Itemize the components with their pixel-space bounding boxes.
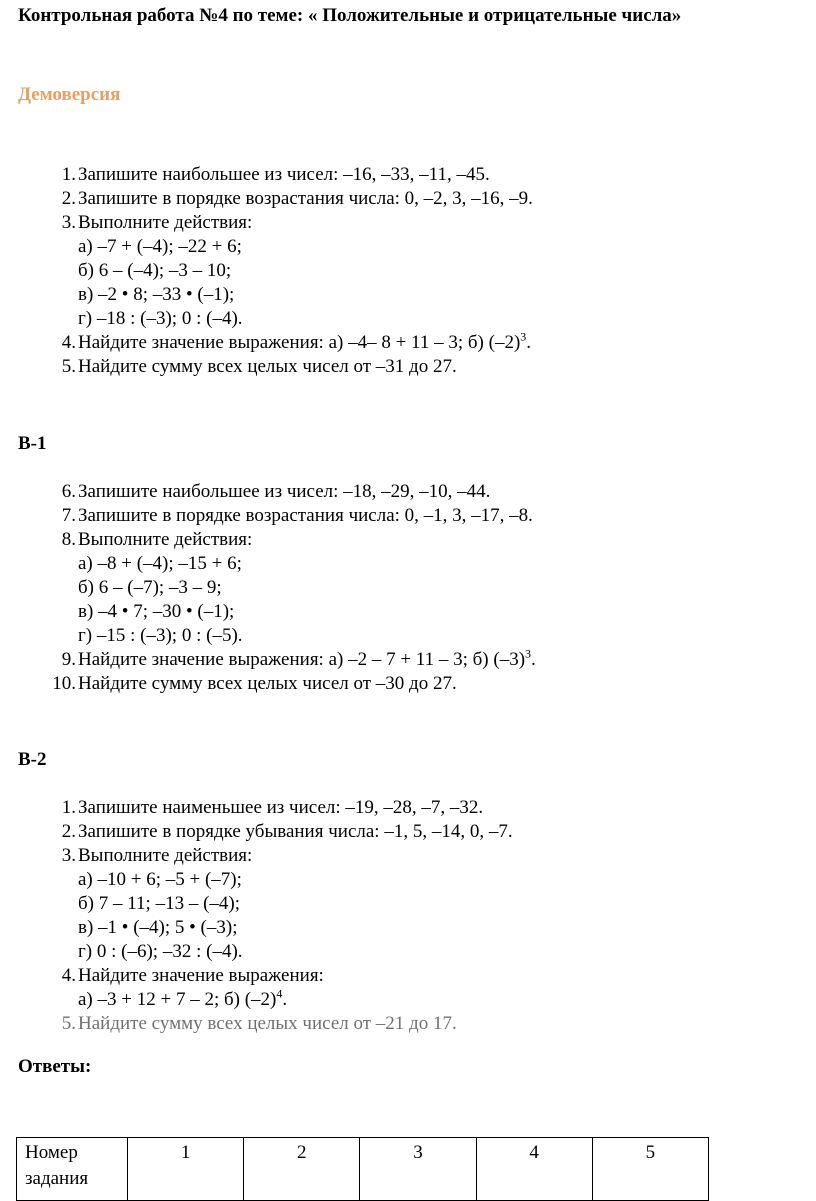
subtask-text: [78, 988, 287, 1012]
variant-2-heading: В-2: [18, 749, 47, 770]
answers-heading: Ответы:: [18, 1056, 92, 1077]
exponent: 3: [525, 646, 532, 661]
exponent: 4: [276, 986, 283, 1001]
subtask-text: б) 6 – (–4); –3 – 10;: [78, 260, 232, 281]
table-cell: 3: [360, 1138, 476, 1201]
item-number: 10.: [52, 673, 76, 694]
subtask-text: в) –2 • 8; –33 • (–1);: [78, 284, 235, 305]
subtask-text: в) –4 • 7; –30 • (–1);: [78, 601, 235, 622]
task-text-main: Найдите значение выражения: а) –2 – 7 + 11 – 3; б) (–3): [78, 649, 526, 670]
subtask-text: г) –15 : (–3); 0 : (–5).: [78, 625, 243, 646]
item-number: 5.: [61, 1013, 76, 1034]
item-number: 1.: [61, 164, 76, 185]
table-row: [17, 1138, 709, 1201]
task-text: Найдите сумму всех целых чисел от –31 до 27.: [78, 356, 457, 377]
list-item: [40, 163, 800, 187]
subtask-text: а) –10 + 6; –5 + (–7);: [78, 869, 242, 890]
header-line: задания: [25, 1168, 89, 1189]
variant-1-heading: В-1: [18, 433, 47, 454]
task-text-end: .: [526, 332, 532, 353]
sub-item: [40, 892, 800, 916]
item-number: 7.: [61, 505, 76, 526]
page-title: Контрольная работа №4 по теме: « Положительные и отрицательные числа»: [18, 5, 682, 26]
variant-1-task-list: [40, 480, 800, 696]
table-cell: 2: [244, 1138, 360, 1201]
table-cell: 5: [592, 1138, 708, 1201]
sub-item: [40, 624, 800, 648]
sub-item: [40, 600, 800, 624]
list-item: [40, 672, 800, 696]
item-number: 3.: [61, 845, 76, 866]
task-text: Выполните действия:: [78, 212, 253, 233]
item-number: 5.: [61, 356, 76, 377]
item-number: 3.: [61, 212, 76, 233]
list-item: [40, 355, 800, 379]
list-item: [40, 211, 800, 235]
sub-item: [40, 235, 800, 259]
answers-table: [16, 1137, 709, 1201]
item-number: 9.: [61, 649, 76, 670]
list-item: [40, 796, 800, 820]
task-text: [78, 331, 531, 355]
task-text: Выполните действия:: [78, 529, 253, 550]
task-text-main: а) –3 + 12 + 7 – 2; б) (–2): [78, 989, 277, 1010]
sub-item: [40, 868, 800, 892]
table-cell: 1: [128, 1138, 244, 1201]
task-text: Найдите значение выражения:: [78, 965, 324, 986]
demo-heading: Демоверсия: [18, 84, 121, 105]
sub-item: [40, 307, 800, 331]
item-number: 1.: [61, 797, 76, 818]
task-text: Выполните действия:: [78, 845, 253, 866]
list-item: [40, 480, 800, 504]
task-text: Найдите сумму всех целых чисел от –21 до 17.: [78, 1013, 457, 1034]
item-number: 2.: [61, 821, 76, 842]
task-text-end: .: [282, 989, 288, 1010]
list-item: [40, 187, 800, 211]
subtask-text: г) 0 : (–6); –32 : (–4).: [78, 941, 243, 962]
subtask-text: б) 7 – 11; –13 – (–4);: [78, 893, 241, 914]
demo-task-list: [40, 163, 800, 379]
list-item: [40, 820, 800, 844]
header-line: Номер: [25, 1142, 78, 1163]
item-number: 2.: [61, 188, 76, 209]
list-item: [40, 1012, 800, 1036]
list-item: [40, 331, 800, 355]
sub-item: [40, 916, 800, 940]
exponent: 3: [520, 329, 527, 344]
sub-item: [40, 283, 800, 307]
subtask-text: а) –7 + (–4); –22 + 6;: [78, 236, 242, 257]
sub-item: [40, 940, 800, 964]
table-header-cell: [17, 1138, 128, 1201]
list-item: [40, 964, 800, 988]
task-text: Запишите в порядке убывания числа: –1, 5, –14, 0, –7.: [78, 821, 513, 842]
list-item: [40, 648, 800, 672]
task-text: Запишите в порядке возрастания числа: 0, –1, 3, –17, –8.: [78, 505, 533, 526]
task-text: Запишите наибольшее из чисел: –18, –29, –10, –44.: [78, 481, 491, 502]
task-text: Найдите сумму всех целых чисел от –30 до 27.: [78, 673, 457, 694]
task-text-main: Найдите значение выражения: а) –4– 8 + 11 – 3; б) (–2): [78, 332, 521, 353]
task-text-end: .: [531, 649, 536, 670]
sub-item: [40, 259, 800, 283]
subtask-text: в) –1 • (–4); 5 • (–3);: [78, 917, 238, 938]
item-number: 8.: [61, 529, 76, 550]
sub-item: [40, 552, 800, 576]
subtask-text: б) 6 – (–7); –3 – 9;: [78, 577, 222, 598]
task-text: Запишите в порядке возрастания числа: 0, –2, 3, –16, –9.: [78, 188, 533, 209]
item-number: 4.: [61, 332, 76, 353]
task-text: Запишите наименьшее из чисел: –19, –28, –7, –32.: [78, 797, 484, 818]
sub-item: [40, 576, 800, 600]
list-item: [40, 528, 800, 552]
sub-item: [40, 988, 800, 1012]
task-text: Запишите наибольшее из чисел: –16, –33, –11, –45.: [78, 164, 490, 185]
variant-2-task-list: [40, 796, 800, 1036]
list-item: [40, 504, 800, 528]
subtask-text: а) –8 + (–4); –15 + 6;: [78, 553, 242, 574]
item-number: 6.: [61, 481, 76, 502]
item-number: 4.: [61, 965, 76, 986]
task-text: [78, 648, 536, 672]
list-item: [40, 844, 800, 868]
subtask-text: г) –18 : (–3); 0 : (–4).: [78, 308, 243, 329]
table-cell: 4: [476, 1138, 592, 1201]
